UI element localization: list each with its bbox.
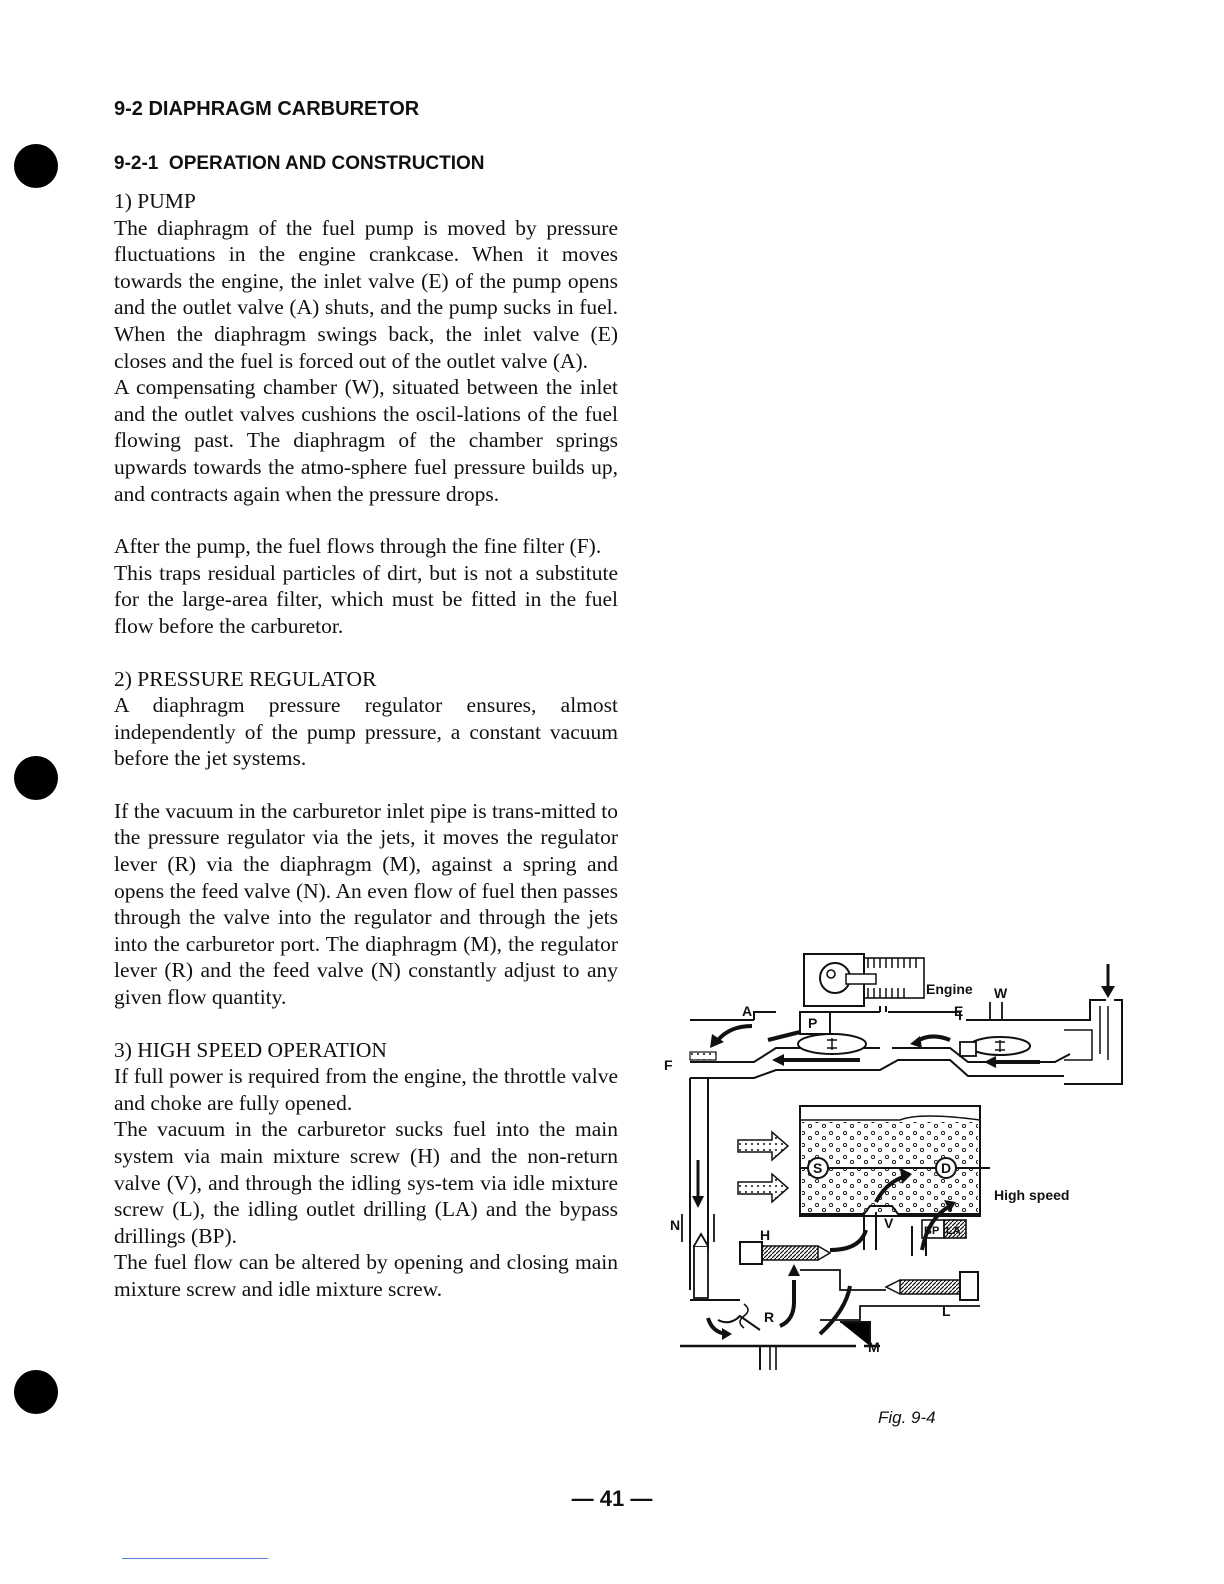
- text-column: [114, 188, 618, 1303]
- label-a: A: [742, 1003, 753, 1019]
- label-la: LA: [946, 1225, 961, 1237]
- high-speed-paragraph-3: The fuel flow can be altered by opening and closing main mixture screw and idle mixture screw.: [114, 1250, 618, 1301]
- label-n: N: [670, 1217, 681, 1233]
- page-number: — 41 —: [571, 1486, 653, 1511]
- label-p: P: [808, 1015, 818, 1031]
- pump-paragraph-1: The diaphragm of the fuel pump is moved by pressure fluctuations in the engine crankcase. When it moves towards the engine, the inlet valve (E) of the pump opens and the outlet valve (A) shuts, and the pump sucks in fuel. When the diaphragm swings back, the inlet valve (E) closes and the fuel is forced out of the outlet valve (A).: [114, 215, 618, 373]
- label-s: S: [813, 1160, 823, 1176]
- flow-arrow-inlet-valve-head: [910, 1036, 922, 1048]
- pump-paragraph-2: A compensating chamber (W), situated between the inlet and the outlet valves cushions the oscil-lations of the fuel flowing past. The diaphragm of the chamber springs upwards towards the atmo-sphere fuel pressure builds up, and contracts again when the pressure drops.: [114, 375, 618, 506]
- binder-hole-top: [14, 144, 58, 188]
- high-speed-paragraph-2: The vacuum in the carburetor sucks fuel into the main system via main mixture screw (H) and the non-return valve (V), and through the idling sys-tem via idle mixture screw (L), the idling outlet drilling (LA) and the bypass drillings (BP).: [114, 1117, 618, 1248]
- label-d: D: [941, 1160, 952, 1176]
- flow-arrow-comp-head: [984, 1056, 996, 1068]
- engine-block: [804, 954, 924, 1006]
- label-f: F: [664, 1057, 673, 1073]
- high-speed-paragraph-1: If full power is required from the engine, the throttle valve and choke are fully opened.: [114, 1064, 618, 1115]
- label-high-speed: High speed: [994, 1187, 1070, 1203]
- binder-hole-bottom: [14, 1370, 58, 1414]
- feed-channel: [682, 1078, 714, 1298]
- figure-caption: Fig. 9-4: [878, 1408, 936, 1427]
- flow-arrow-pump-left: [768, 1032, 800, 1040]
- label-v: V: [884, 1215, 894, 1231]
- flow-arrow-main-jet: [830, 1230, 866, 1250]
- flow-arrow-regulator: [780, 1280, 794, 1326]
- label-e: E: [954, 1003, 964, 1019]
- label-w: W: [994, 985, 1008, 1001]
- section-heading: 9-2 DIAPHRAGM CARBURETOR: [114, 98, 420, 120]
- regulator-paragraph-1: A diaphragm pressure regulator ensures, almost independently of the pump pressure, a constant vacuum before the jet systems.: [114, 693, 618, 771]
- fuel-inlet-arrow-head: [1101, 986, 1115, 998]
- pump-title: 1) PUMP: [114, 189, 196, 213]
- regulator-paragraph-2: If the vacuum in the carburetor inlet pipe is trans-mitted to the pressure regulator via the jets, it moves the regulator lever (R) via the diaphragm (M), against a spring and opens the feed valve (N). An even flow of fuel then passes through the valve into the regulator and through the jets into the carburetor port. The diaphragm (M), the regulator lever (R) and the feed valve (N) constantly adjust to any given flow quantity.: [114, 798, 618, 1010]
- pump-paragraph-4: This traps residual particles of dirt, but is not a substitute for the large-area filter, which must be fitted in the fuel flow before the carburetor.: [114, 560, 618, 638]
- flow-arrow-bypass: [820, 1286, 850, 1334]
- flow-arrow-outlet: [718, 1026, 752, 1040]
- high-speed-title: 3) HIGH SPEED OPERATION: [114, 1037, 387, 1062]
- label-h: H: [760, 1227, 771, 1243]
- label-bp: BP: [924, 1225, 940, 1237]
- label-m: M: [868, 1339, 880, 1355]
- air-flow-arrows: [738, 1132, 788, 1202]
- label-r: R: [764, 1309, 775, 1325]
- flow-arrow-lever-head: [722, 1328, 732, 1340]
- pump-paragraph-3: After the pump, the fuel flows through the fine filter (F).: [114, 534, 602, 559]
- flow-arrow-pump-right-head: [772, 1054, 784, 1066]
- regulator-title: 2) PRESSURE REGULATOR: [114, 666, 377, 691]
- binder-hole-middle: [14, 756, 58, 800]
- pump-housing: [690, 1000, 1122, 1084]
- label-l: L: [942, 1303, 951, 1319]
- carburetor-diagram: [660, 950, 1140, 1390]
- carburetor-bore: [800, 1106, 990, 1216]
- footer-rule: [122, 1558, 268, 1559]
- label-engine: Engine: [926, 981, 973, 997]
- flow-arrow-regulator-head: [788, 1264, 800, 1276]
- flow-arrow-inlet-valve: [916, 1036, 950, 1042]
- subsection-heading: 9-2-1 OPERATION AND CONSTRUCTION: [114, 153, 485, 174]
